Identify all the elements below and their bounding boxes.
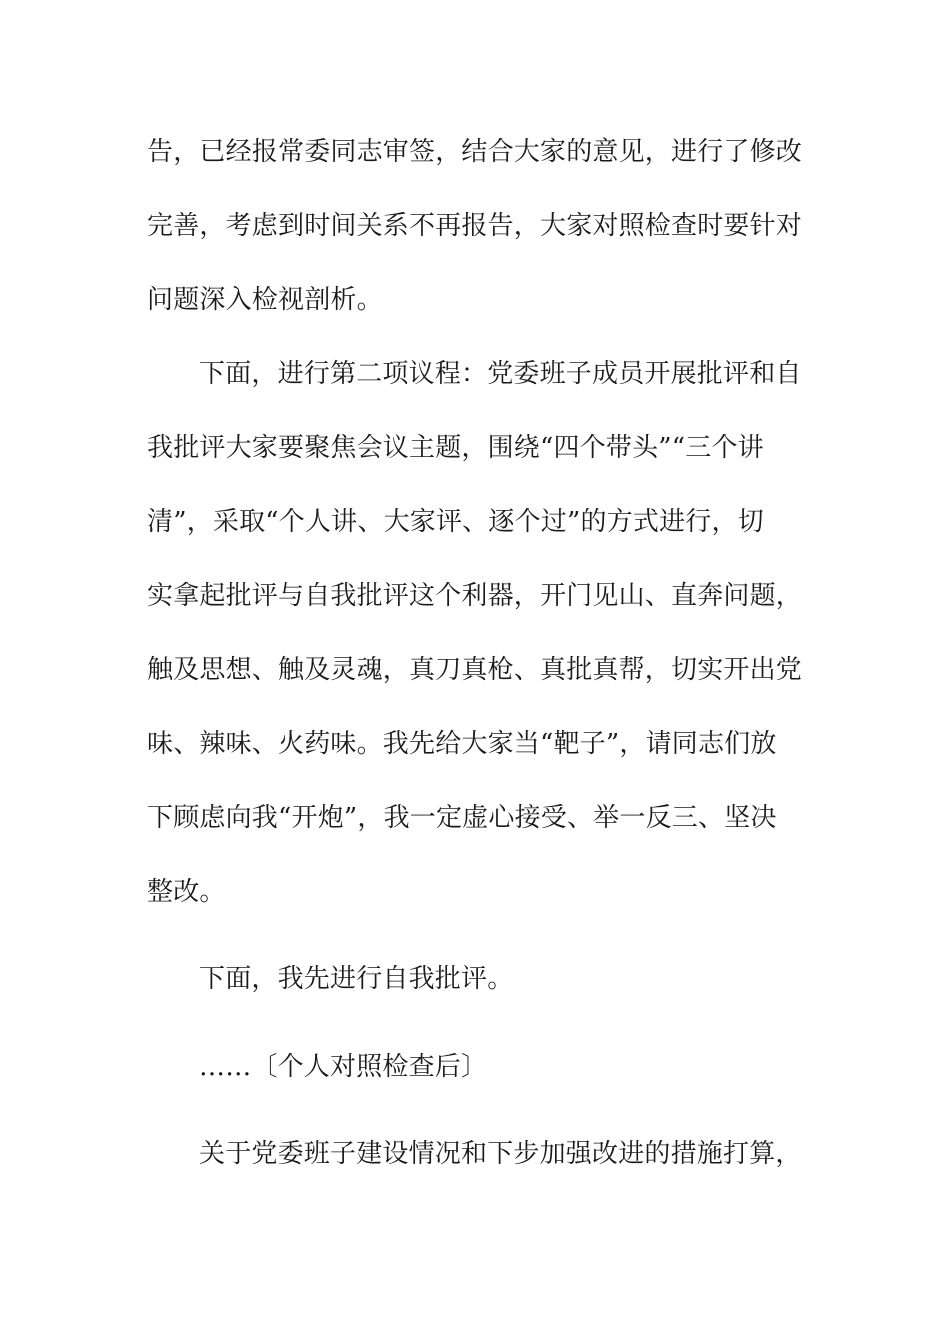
text-line: ……〔个人对照检查后〕: [199, 1052, 488, 1082]
text-line: 关于党委班子建设情况和下步加强改进的措施打算，: [199, 1139, 802, 1169]
text-line: 味、辣味、火药味。我先给大家当“靶子”，请同志们放: [147, 729, 777, 759]
text-line: 告，已经报常委同志审签，结合大家的意见，进行了修改: [147, 137, 803, 167]
text-line: 触及思想、触及灵魂，真刀真枪、真批真帮，切实开出党: [147, 655, 803, 685]
text-line: 下面，我先进行自我批评。: [199, 964, 514, 994]
text-line: 我批评大家要聚焦会议主题，围绕“四个带头”“三个讲: [147, 433, 764, 463]
text-line: 下面，进行第二项议程：党委班子成员开展批评和自: [199, 359, 802, 389]
text-line: 完善，考虑到时间关系不再报告，大家对照检查时要针对: [147, 211, 803, 241]
text-line: 下顾虑向我“开炮”，我一定虚心接受、举一反三、坚决: [147, 803, 777, 833]
text-line: 整改。: [147, 877, 226, 907]
text-line: 清”，采取“个人讲、大家评、逐个过”的方式进行，切: [147, 507, 764, 537]
text-line: 实拿起批评与自我批评这个利器，开门见山、直奔问题，: [147, 581, 803, 611]
text-line: 问题深入检视剖析。: [147, 285, 383, 315]
